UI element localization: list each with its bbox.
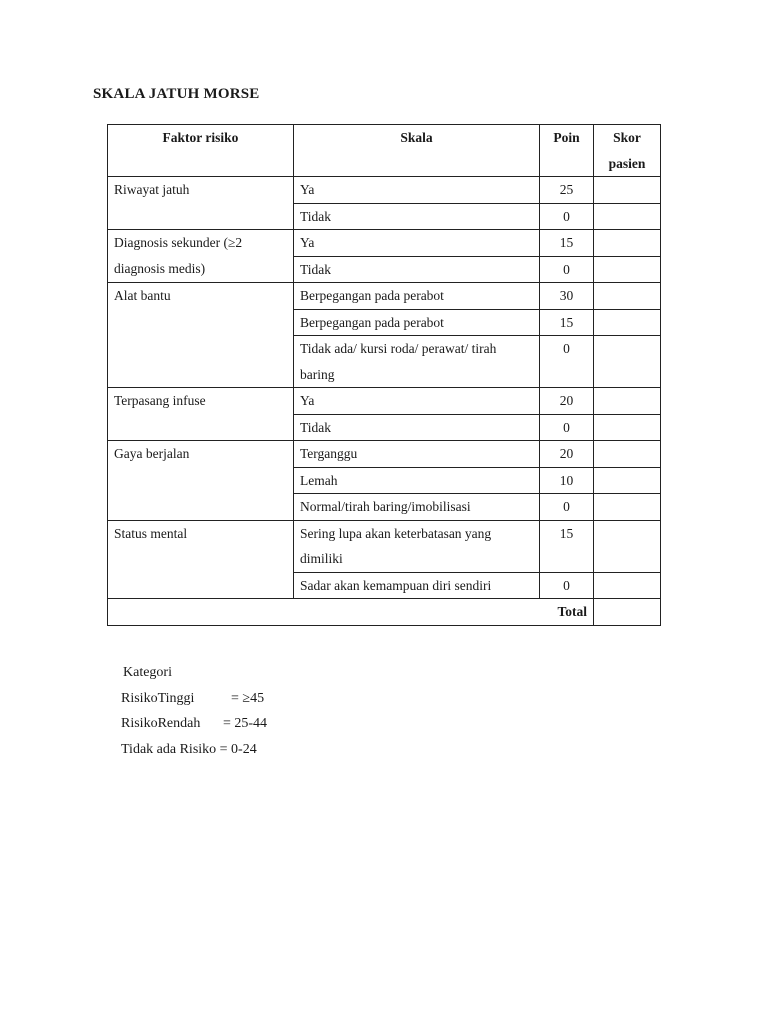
skala-cell: Terganggu (294, 441, 540, 468)
table-row (108, 177, 661, 204)
poin-cell: 20 (540, 441, 594, 468)
kategori-label: RisikoTinggi (121, 690, 195, 706)
table-row (108, 441, 661, 468)
poin-cell: 15 (540, 309, 594, 336)
total-row (108, 599, 661, 626)
table-row (108, 283, 661, 310)
skala-cell: Berpegangan pada perabot (294, 283, 540, 310)
skala-cell: Ya (294, 177, 540, 204)
poin-cell: 30 (540, 283, 594, 310)
skor-pasien-cell[interactable] (594, 441, 661, 468)
skala-cell: Ya (294, 230, 540, 257)
kategori-label: RisikoRendah (121, 716, 201, 731)
skala-cell: Berpegangan pada perabot (294, 309, 540, 336)
faktor-cell: Diagnosis sekunder (≥2 diagnosis medis) (108, 230, 294, 283)
skor-pasien-cell[interactable] (594, 520, 661, 572)
skala-cell: Tidak (294, 414, 540, 441)
skala-cell: Tidak ada/ kursi roda/ perawat/ tirah baring (294, 336, 540, 388)
total-skor-cell[interactable] (594, 599, 661, 626)
skala-cell: Lemah (294, 467, 540, 494)
kategori-section (121, 660, 267, 762)
skor-pasien-cell[interactable] (594, 256, 661, 283)
poin-cell: 0 (540, 256, 594, 283)
faktor-cell: Status mental (108, 520, 294, 599)
skor-pasien-cell[interactable] (594, 388, 661, 415)
kategori-item-risiko-rendah (121, 711, 267, 737)
kategori-value: = 0-24 (219, 741, 257, 757)
poin-cell: 25 (540, 177, 594, 204)
poin-cell: 0 (540, 494, 594, 521)
kategori-item-tidak-ada-risiko (121, 737, 267, 763)
kategori-heading: Kategori (123, 665, 172, 680)
poin-cell: 0 (540, 414, 594, 441)
skala-cell: Sadar akan kemampuan diri sendiri (294, 572, 540, 599)
table-row (108, 388, 661, 415)
morse-fall-scale-table (107, 124, 661, 626)
skor-pasien-cell[interactable] (594, 309, 661, 336)
skala-cell: Sering lupa akan keterbatasan yang dimiliki (294, 520, 540, 572)
header-poin: Poin (540, 125, 594, 177)
poin-cell: 15 (540, 230, 594, 257)
table-row (108, 520, 661, 572)
poin-cell: 0 (540, 203, 594, 230)
poin-cell: 0 (540, 336, 594, 388)
poin-cell: 0 (540, 572, 594, 599)
header-faktor-risiko: Faktor risiko (108, 125, 294, 177)
faktor-cell: Alat bantu (108, 283, 294, 388)
skala-cell: Tidak (294, 203, 540, 230)
document-title: SKALA JATUH MORSE (93, 86, 260, 102)
skor-pasien-cell[interactable] (594, 467, 661, 494)
skala-cell: Normal/tirah baring/imobilisasi (294, 494, 540, 521)
skor-pasien-cell[interactable] (594, 336, 661, 388)
faktor-cell: Terpasang infuse (108, 388, 294, 441)
poin-cell: 15 (540, 520, 594, 572)
skor-pasien-cell[interactable] (594, 414, 661, 441)
skor-pasien-cell[interactable] (594, 203, 661, 230)
kategori-label: Tidak ada Risiko (121, 741, 217, 757)
skor-pasien-cell[interactable] (594, 283, 661, 310)
skala-cell: Tidak (294, 256, 540, 283)
table-row (108, 230, 661, 257)
skor-pasien-cell[interactable] (594, 177, 661, 204)
header-skor-pasien: Skor pasien (594, 125, 661, 177)
skor-pasien-cell[interactable] (594, 494, 661, 521)
header-skala: Skala (294, 125, 540, 177)
kategori-value: = 25-44 (223, 716, 268, 731)
faktor-cell: Riwayat jatuh (108, 177, 294, 230)
poin-cell: 20 (540, 388, 594, 415)
poin-cell: 10 (540, 467, 594, 494)
table-header-row (108, 125, 661, 177)
total-label: Total (108, 599, 594, 626)
skor-pasien-cell[interactable] (594, 230, 661, 257)
kategori-value: = ≥45 (231, 690, 265, 706)
faktor-cell: Gaya berjalan (108, 441, 294, 521)
skor-pasien-cell[interactable] (594, 572, 661, 599)
kategori-item-risiko-tinggi (121, 686, 267, 712)
skala-cell: Ya (294, 388, 540, 415)
